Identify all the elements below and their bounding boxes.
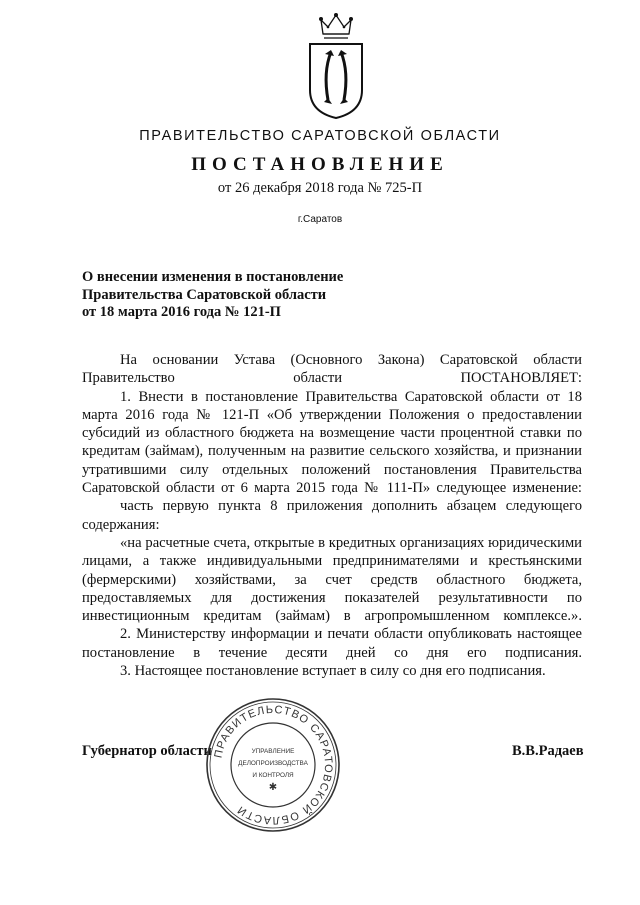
body-paragraph: 3. Настоящее постановление вступает в силу со дня его подписания. <box>120 663 546 680</box>
body-paragraph: часть первую пункта 8 приложения дополнить абзацем следующего содержания: <box>82 498 582 533</box>
signatory-name: В.В.Радаев <box>512 743 584 759</box>
document-type: ПОСТАНОВЛЕНИЕ <box>191 154 449 175</box>
body-paragraph: «на расчетные счета, открытые в кредитных организациях юридическими лицами, а также индивидуальными предпринимателями и крестьянскими (фермерскими) хозяйствами, за счет средств областного бюджета, предоставляемых для достижения показателей результативности по инвестиционным кредитам (займам) в агропромышленном комплексе.». <box>82 534 582 625</box>
svg-text:✱: ✱ <box>268 782 278 793</box>
official-seal <box>203 695 343 835</box>
signatory-title: Губернатор области <box>82 743 212 759</box>
body-paragraph: На основании Устава (Основного Закона) Саратовской области Правительство области ПОСТАНОВЛЯЕТ: <box>82 352 582 387</box>
seal-center-line: УПРАВЛЕНИЕ <box>251 748 295 755</box>
document-subject <box>82 269 343 322</box>
document-date-number: от 26 декабря 2018 года № 725-П <box>217 180 423 196</box>
subject-line: О внесении изменения в постановление <box>82 269 344 285</box>
body-paragraph: 1. Внести в постановление Правительства Саратовской области от 18 марта 2016 года № 121-П «Об утверждении Положения о предоставлении субсидий из областного бюджета на возмещение части процентной ставки по кредитам (займам), полученным на развитие сельского хозяйства, и признании утратившими силу отдельных положений постановления Правительства Саратовской области от 6 марта 2015 года № 111-П» следующее изменение: <box>82 388 582 497</box>
document-city: г.Саратов <box>297 214 343 225</box>
seal-center-line: И КОНТРОЛЯ <box>252 772 294 779</box>
subject-line: от 18 марта 2016 года № 121-П <box>82 304 281 320</box>
seal-center-line: ДЕЛОПРОИЗВОДСТВА <box>238 760 308 767</box>
saratov-coat-of-arms-icon <box>301 12 371 122</box>
subject-line: Правительства Саратовской области <box>82 286 327 303</box>
document-body <box>82 351 582 680</box>
seal-ring-text: ПРАВИТЕЛЬСТВО САРАТОВСКОЙ ОБЛАСТИ <box>212 703 335 827</box>
government-name: ПРАВИТЕЛЬСТВО САРАТОВСКОЙ ОБЛАСТИ <box>139 128 501 144</box>
body-paragraph: 2. Министерству информации и печати области опубликовать настоящее постановление в течение десяти дней со дня его подписания. <box>82 626 582 661</box>
